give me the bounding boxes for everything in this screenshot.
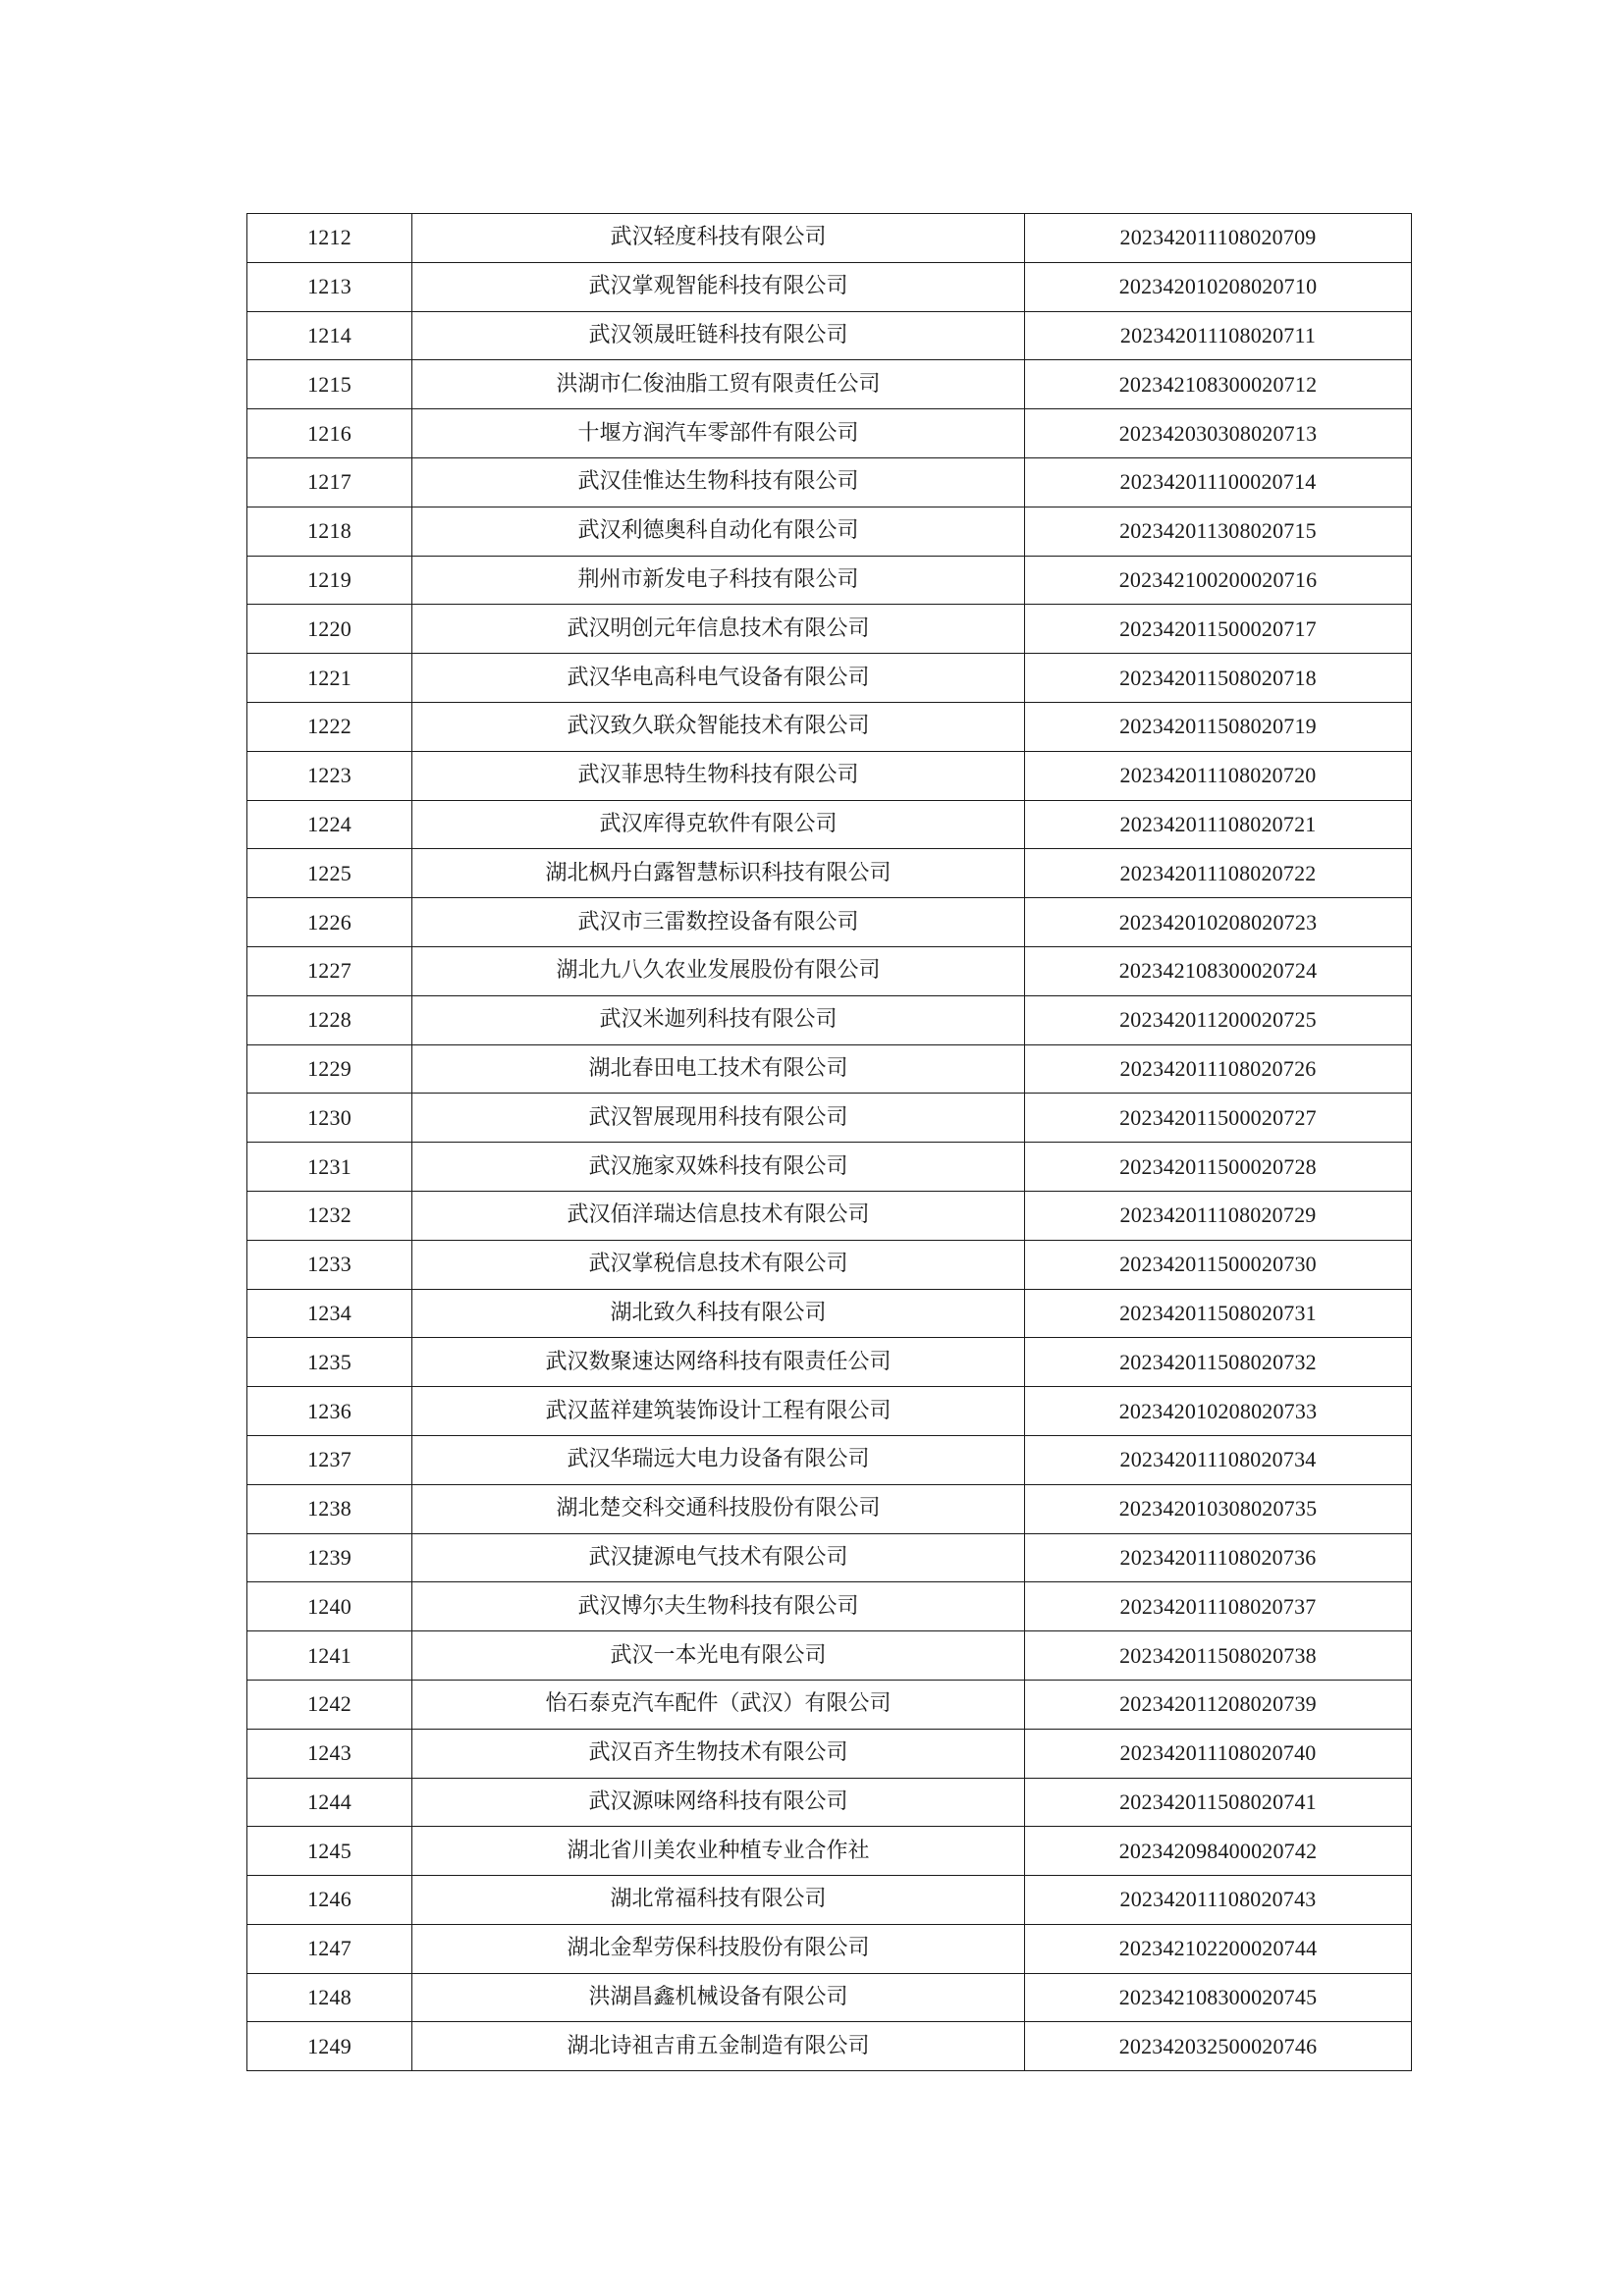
row-number-cell: 1217 bbox=[247, 457, 412, 507]
row-number-cell: 1232 bbox=[247, 1191, 412, 1240]
row-number-cell: 1230 bbox=[247, 1094, 412, 1143]
row-number-cell: 1220 bbox=[247, 605, 412, 654]
row-number-cell: 1239 bbox=[247, 1533, 412, 1582]
table-row bbox=[247, 1973, 1412, 2022]
company-name-cell: 武汉掌税信息技术有限公司 bbox=[412, 1240, 1025, 1289]
registry-table-body bbox=[247, 214, 1412, 2071]
registration-code-cell: 202342011508020719 bbox=[1025, 702, 1412, 751]
row-number-cell: 1229 bbox=[247, 1044, 412, 1094]
registration-code-cell: 202342011108020721 bbox=[1025, 800, 1412, 849]
registration-code-cell: 202342011108020729 bbox=[1025, 1191, 1412, 1240]
company-name-cell: 武汉博尔夫生物科技有限公司 bbox=[412, 1582, 1025, 1631]
row-number-cell: 1246 bbox=[247, 1876, 412, 1925]
row-number-cell: 1219 bbox=[247, 556, 412, 605]
registration-code-cell: 202342011200020725 bbox=[1025, 995, 1412, 1044]
row-number-cell: 1240 bbox=[247, 1582, 412, 1631]
row-number-cell: 1223 bbox=[247, 751, 412, 800]
registration-code-cell: 202342108300020745 bbox=[1025, 1973, 1412, 2022]
table-row bbox=[247, 2022, 1412, 2071]
company-name-cell: 荆州市新发电子科技有限公司 bbox=[412, 556, 1025, 605]
company-name-cell: 武汉佳惟达生物科技有限公司 bbox=[412, 457, 1025, 507]
table-row bbox=[247, 457, 1412, 507]
company-name-cell: 怡石泰克汽车配件（武汉）有限公司 bbox=[412, 1680, 1025, 1729]
company-name-cell: 湖北九八久农业发展股份有限公司 bbox=[412, 946, 1025, 995]
table-row bbox=[247, 311, 1412, 360]
company-name-cell: 武汉数聚速达网络科技有限责任公司 bbox=[412, 1338, 1025, 1387]
table-row bbox=[247, 556, 1412, 605]
row-number-cell: 1236 bbox=[247, 1387, 412, 1436]
registration-code-cell: 202342011500020727 bbox=[1025, 1094, 1412, 1143]
company-name-cell: 湖北诗祖吉甫五金制造有限公司 bbox=[412, 2022, 1025, 2071]
row-number-cell: 1222 bbox=[247, 702, 412, 751]
company-name-cell: 武汉米迦列科技有限公司 bbox=[412, 995, 1025, 1044]
company-name-cell: 武汉华电高科电气设备有限公司 bbox=[412, 654, 1025, 703]
company-name-cell: 洪湖市仁俊油脂工贸有限责任公司 bbox=[412, 360, 1025, 409]
company-name-cell: 十堰方润汽车零部件有限公司 bbox=[412, 409, 1025, 458]
company-name-cell: 武汉致久联众智能技术有限公司 bbox=[412, 702, 1025, 751]
registration-code-cell: 202342011108020720 bbox=[1025, 751, 1412, 800]
registration-code-cell: 202342010208020710 bbox=[1025, 262, 1412, 311]
company-name-cell: 武汉捷源电气技术有限公司 bbox=[412, 1533, 1025, 1582]
registration-code-cell: 202342100200020716 bbox=[1025, 556, 1412, 605]
table-row bbox=[247, 800, 1412, 849]
table-row bbox=[247, 360, 1412, 409]
table-row bbox=[247, 507, 1412, 556]
company-name-cell: 武汉佰洋瑞达信息技术有限公司 bbox=[412, 1191, 1025, 1240]
registration-code-cell: 202342102200020744 bbox=[1025, 1924, 1412, 1973]
table-row bbox=[247, 409, 1412, 458]
table-row bbox=[247, 1484, 1412, 1533]
table-row bbox=[247, 1729, 1412, 1778]
registration-code-cell: 202342030308020713 bbox=[1025, 409, 1412, 458]
row-number-cell: 1247 bbox=[247, 1924, 412, 1973]
registration-code-cell: 202342011100020714 bbox=[1025, 457, 1412, 507]
table-row bbox=[247, 214, 1412, 263]
table-row bbox=[247, 605, 1412, 654]
row-number-cell: 1244 bbox=[247, 1778, 412, 1827]
company-name-cell: 武汉掌观智能科技有限公司 bbox=[412, 262, 1025, 311]
registration-code-cell: 202342108300020724 bbox=[1025, 946, 1412, 995]
company-name-cell: 武汉智展现用科技有限公司 bbox=[412, 1094, 1025, 1143]
row-number-cell: 1233 bbox=[247, 1240, 412, 1289]
registration-code-cell: 202342010208020733 bbox=[1025, 1387, 1412, 1436]
company-name-cell: 武汉菲思特生物科技有限公司 bbox=[412, 751, 1025, 800]
table-row bbox=[247, 1924, 1412, 1973]
company-name-cell: 湖北省川美农业种植专业合作社 bbox=[412, 1827, 1025, 1876]
company-name-cell: 武汉蓝祥建筑装饰设计工程有限公司 bbox=[412, 1387, 1025, 1436]
registration-code-cell: 202342098400020742 bbox=[1025, 1827, 1412, 1876]
table-row bbox=[247, 946, 1412, 995]
registration-code-cell: 202342011308020715 bbox=[1025, 507, 1412, 556]
table-row bbox=[247, 1533, 1412, 1582]
table-row bbox=[247, 849, 1412, 898]
row-number-cell: 1243 bbox=[247, 1729, 412, 1778]
row-number-cell: 1228 bbox=[247, 995, 412, 1044]
table-row bbox=[247, 1094, 1412, 1143]
table-row bbox=[247, 1191, 1412, 1240]
row-number-cell: 1215 bbox=[247, 360, 412, 409]
company-name-cell: 武汉百齐生物技术有限公司 bbox=[412, 1729, 1025, 1778]
registration-code-cell: 202342011108020743 bbox=[1025, 1876, 1412, 1925]
table-row bbox=[247, 1582, 1412, 1631]
registration-code-cell: 202342011108020711 bbox=[1025, 311, 1412, 360]
table-row bbox=[247, 702, 1412, 751]
row-number-cell: 1248 bbox=[247, 1973, 412, 2022]
table-row bbox=[247, 1338, 1412, 1387]
table-row bbox=[247, 1143, 1412, 1192]
table-row bbox=[247, 995, 1412, 1044]
registration-code-cell: 202342011508020732 bbox=[1025, 1338, 1412, 1387]
company-registry-table bbox=[246, 213, 1412, 2071]
row-number-cell: 1249 bbox=[247, 2022, 412, 2071]
company-name-cell: 武汉施家双姝科技有限公司 bbox=[412, 1143, 1025, 1192]
company-name-cell: 湖北常福科技有限公司 bbox=[412, 1876, 1025, 1925]
company-name-cell: 洪湖昌鑫机械设备有限公司 bbox=[412, 1973, 1025, 2022]
company-name-cell: 湖北金犁劳保科技股份有限公司 bbox=[412, 1924, 1025, 1973]
registration-code-cell: 202342011508020731 bbox=[1025, 1289, 1412, 1338]
company-name-cell: 湖北致久科技有限公司 bbox=[412, 1289, 1025, 1338]
row-number-cell: 1235 bbox=[247, 1338, 412, 1387]
company-name-cell: 武汉库得克软件有限公司 bbox=[412, 800, 1025, 849]
table-row bbox=[247, 751, 1412, 800]
registration-code-cell: 202342011208020739 bbox=[1025, 1680, 1412, 1729]
row-number-cell: 1213 bbox=[247, 262, 412, 311]
registration-code-cell: 202342011108020722 bbox=[1025, 849, 1412, 898]
table-row bbox=[247, 1680, 1412, 1729]
registration-code-cell: 202342011108020737 bbox=[1025, 1582, 1412, 1631]
row-number-cell: 1241 bbox=[247, 1631, 412, 1681]
company-name-cell: 湖北楚交科交通科技股份有限公司 bbox=[412, 1484, 1025, 1533]
registration-code-cell: 202342011508020718 bbox=[1025, 654, 1412, 703]
row-number-cell: 1224 bbox=[247, 800, 412, 849]
registration-code-cell: 202342011108020734 bbox=[1025, 1435, 1412, 1484]
row-number-cell: 1237 bbox=[247, 1435, 412, 1484]
table-row bbox=[247, 1827, 1412, 1876]
row-number-cell: 1234 bbox=[247, 1289, 412, 1338]
table-row bbox=[247, 1044, 1412, 1094]
registration-code-cell: 202342011108020726 bbox=[1025, 1044, 1412, 1094]
company-name-cell: 武汉领晟旺链科技有限公司 bbox=[412, 311, 1025, 360]
table-row bbox=[247, 1778, 1412, 1827]
table-row bbox=[247, 898, 1412, 947]
row-number-cell: 1245 bbox=[247, 1827, 412, 1876]
row-number-cell: 1221 bbox=[247, 654, 412, 703]
registration-code-cell: 202342011500020730 bbox=[1025, 1240, 1412, 1289]
company-name-cell: 武汉利德奥科自动化有限公司 bbox=[412, 507, 1025, 556]
table-row bbox=[247, 1876, 1412, 1925]
row-number-cell: 1242 bbox=[247, 1680, 412, 1729]
company-name-cell: 武汉一本光电有限公司 bbox=[412, 1631, 1025, 1681]
registration-code-cell: 202342010308020735 bbox=[1025, 1484, 1412, 1533]
row-number-cell: 1216 bbox=[247, 409, 412, 458]
row-number-cell: 1226 bbox=[247, 898, 412, 947]
company-name-cell: 武汉市三雷数控设备有限公司 bbox=[412, 898, 1025, 947]
row-number-cell: 1212 bbox=[247, 214, 412, 263]
registration-code-cell: 202342108300020712 bbox=[1025, 360, 1412, 409]
registration-code-cell: 202342010208020723 bbox=[1025, 898, 1412, 947]
registration-code-cell: 202342011108020736 bbox=[1025, 1533, 1412, 1582]
row-number-cell: 1238 bbox=[247, 1484, 412, 1533]
row-number-cell: 1218 bbox=[247, 507, 412, 556]
table-row bbox=[247, 654, 1412, 703]
registration-code-cell: 202342032500020746 bbox=[1025, 2022, 1412, 2071]
row-number-cell: 1227 bbox=[247, 946, 412, 995]
row-number-cell: 1231 bbox=[247, 1143, 412, 1192]
table-row bbox=[247, 1631, 1412, 1681]
registration-code-cell: 202342011108020709 bbox=[1025, 214, 1412, 263]
company-name-cell: 武汉源味网络科技有限公司 bbox=[412, 1778, 1025, 1827]
table-row bbox=[247, 1289, 1412, 1338]
table-row bbox=[247, 1435, 1412, 1484]
registration-code-cell: 202342011500020717 bbox=[1025, 605, 1412, 654]
company-name-cell: 湖北枫丹白露智慧标识科技有限公司 bbox=[412, 849, 1025, 898]
company-name-cell: 湖北春田电工技术有限公司 bbox=[412, 1044, 1025, 1094]
registration-code-cell: 202342011508020738 bbox=[1025, 1631, 1412, 1681]
company-name-cell: 武汉明创元年信息技术有限公司 bbox=[412, 605, 1025, 654]
registration-code-cell: 202342011508020741 bbox=[1025, 1778, 1412, 1827]
table-row bbox=[247, 262, 1412, 311]
company-name-cell: 武汉轻度科技有限公司 bbox=[412, 214, 1025, 263]
registration-code-cell: 202342011108020740 bbox=[1025, 1729, 1412, 1778]
table-row bbox=[247, 1240, 1412, 1289]
registration-code-cell: 202342011500020728 bbox=[1025, 1143, 1412, 1192]
table-row bbox=[247, 1387, 1412, 1436]
row-number-cell: 1214 bbox=[247, 311, 412, 360]
row-number-cell: 1225 bbox=[247, 849, 412, 898]
company-name-cell: 武汉华瑞远大电力设备有限公司 bbox=[412, 1435, 1025, 1484]
